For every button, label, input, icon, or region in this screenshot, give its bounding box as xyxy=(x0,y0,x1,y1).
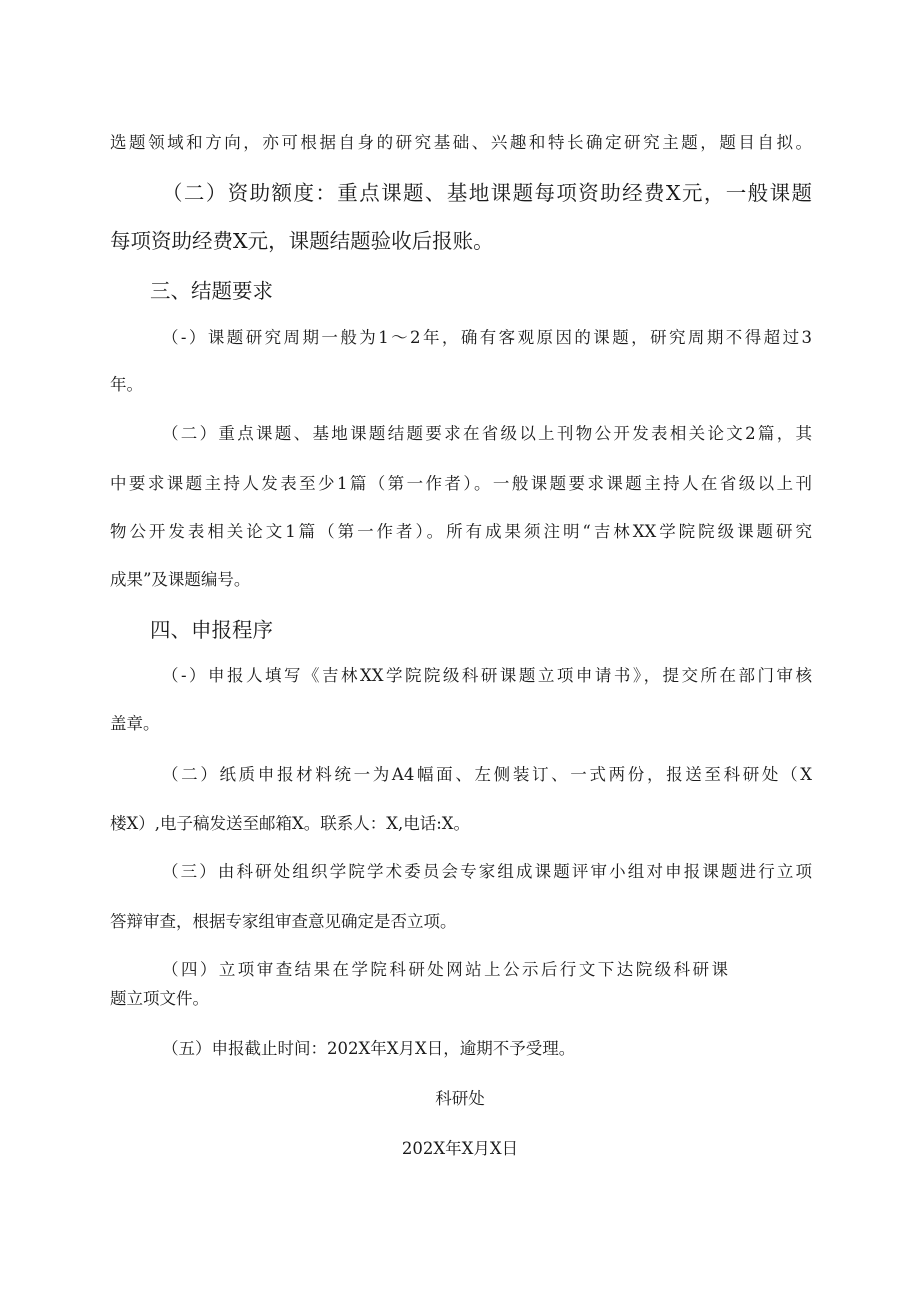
procedure-2-line1: （二）纸质申报材料统一为A4幅面、左侧装订、一式两份，报送至科研处（X xyxy=(162,765,812,784)
paragraph-continuation: 选题领域和方向，亦可根据自身的研究基础、兴趣和特长确定研究主题，题目自拟。 xyxy=(110,133,812,152)
completion-paragraph-line2: 中要求课题主持人发表至少1篇（第一作者）。一般课题要求课题主持人在省级以上刊 xyxy=(110,474,812,493)
deadline-paragraph: （五）申报截止时间：202X年X月X日，逾期不予受理。 xyxy=(162,1039,576,1058)
period-paragraph-line2: 年。 xyxy=(110,375,143,394)
procedure-4-line2: 题立项文件。 xyxy=(110,989,209,1008)
funding-paragraph-line2: 每项资助经费X元，课题结题验收后报账。 xyxy=(110,229,494,253)
procedure-2-line2: 楼X）,电子稿发送至邮箱X。联系人：X,电话:X。 xyxy=(110,814,471,833)
signature-date: 202X年X月X日 xyxy=(401,1139,519,1158)
procedure-1-line1: （-）申报人填写《吉林XX学院院级科研课题立项申请书》，提交所在部门审核 xyxy=(162,666,812,685)
signature-department: 科研处 xyxy=(435,1089,485,1108)
section-heading-procedure: 四、申报程序 xyxy=(150,618,273,642)
section-heading-completion: 三、结题要求 xyxy=(150,279,273,303)
procedure-3-line1: （三）由科研处组织学院学术委员会专家组成课题评审小组对申报课题进行立项 xyxy=(162,862,812,881)
completion-paragraph-line4: 成果”及课题编号。 xyxy=(110,570,251,589)
completion-paragraph-line3: 物公开发表相关论文1篇（第一作者）。所有成果须注明“吉林XX学院院级课题研究 xyxy=(110,522,812,541)
procedure-3-line2: 答辩审查，根据专家组审查意见确定是否立项。 xyxy=(110,912,457,931)
procedure-1-line2: 盖章。 xyxy=(110,714,160,733)
funding-paragraph-line1: （二）资助额度：重点课题、基地课题每项资助经费X元，一般课题 xyxy=(162,181,812,205)
period-paragraph-line1: （-）课题研究周期一般为1～2年，确有客观原因的课题，研究周期不得超过3 xyxy=(162,328,812,347)
procedure-4-line1: （四）立项审查结果在学院科研处网站上公示后行文下达院级科研课 xyxy=(162,960,728,979)
completion-paragraph-line1: （二）重点课题、基地课题结题要求在省级以上刊物公开发表相关论文2篇，其 xyxy=(162,424,812,443)
